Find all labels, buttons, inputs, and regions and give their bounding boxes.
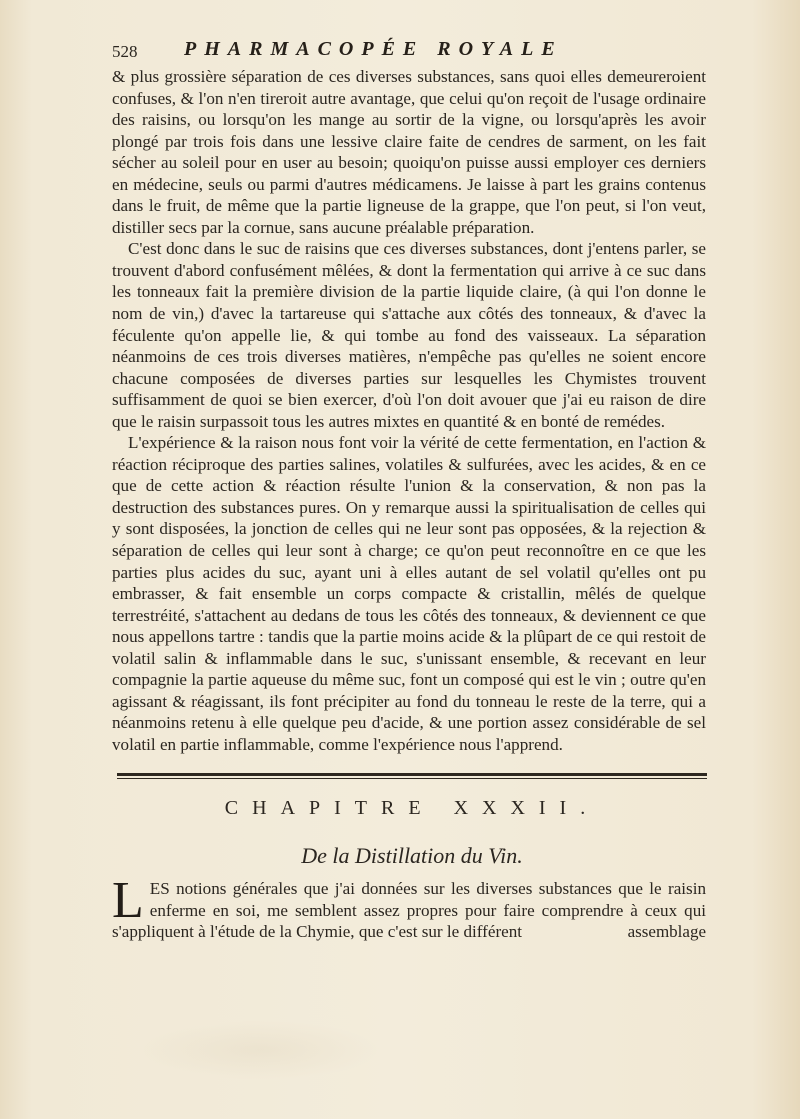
chapter-title: De la Distillation du Vin. [301, 843, 523, 868]
body-text [112, 66, 706, 756]
paragraph-1: & plus grossière séparation de ces diverses substances, sans quoi elles demeureroient confuses, & l'on n'en tireroit autre avantage, que celui qu'on reçoit de l'usage ordinaire des raisins, ou lorsqu'on les mange au sortir de la vigne, ou lorsqu'après les avoir plongé par trois fois dans une lessive claire faite de cendres de sarment, on les fait sécher au soleil pour en user au besoin; quoiqu'on puisse aussi employer ces derniers en médecine, seuls ou parmi d'autres médicamens. Je laisse à part les grains contenus dans le fruit, de même que la partie ligneuse de la grappe, que l'on peut, si l'on veut, distiller secs par la cornue, sans aucune préalable préparation. [112, 67, 706, 237]
chapter-paragraph: ES notions générales que j'ai données sur les diverses substances que le raisin enferme en soi, me semblent assez propres pour faire comprendre à ceux qui s'appliquent à l'étude de la Chymie, que c'est sur le différent [112, 879, 706, 941]
paragraph-3: L'expérience & la raison nous font voir la vérité de cette fermentation, en l'action & réaction réciproque des parties salines, volatiles & sulfurées, avec les acides, & en ce que de cette action & réaction résulte l'union & la conservation, & non pas la destruction des substances pures. On y remarque aussi la spiritualisation de celles qui y sont disposées, la jonction de celles qui ne leur sont pas opposées, & la rejection & séparation de celles qui leur sont à charge; ce qu'on peut reconnoître en ce que les parties plus acides du suc, ayant uni à elles autant de sel volatil qu'elles ont pu embrasser, & fait ensemble un corps compacte & cristallin, mêlés de quelque terrestréité, s'attachent au dedans de tous les côtés des tonneaux, & deviennent ce que nous appellons tartre : tandis que la partie moins acide & la plûpart de ce qui restoit de volatil salin & inflammable dans le suc, s'unissant ensemble, & recevant en leur compagnie la partie aqueuse du même suc, font un composé qui est le vin ; outre qu'en agissant & réagissant, ils font précipiter au fond du tonneau le reste de la terre, qui a néanmoins retenu à elle quelque peu d'acide, & une portion assez considérable de sel volatil en partie inflammable, comme l'expérience nous l'apprend. [112, 433, 706, 754]
chapter-opening [112, 872, 706, 943]
chapter-heading: CHAPITRE XXXII. [224, 797, 600, 819]
page-header [112, 38, 712, 64]
section-divider [117, 773, 707, 779]
paragraph-2: C'est donc dans le suc de raisins que ces diverses substances, dont j'entens parler, se trouvent d'abord confusément mêlées, & dont la fermentation qui arrive à ce suc dans les tonneaux fait la première division de la partie liquide claire, (à qui l'on donne le nom de vin,) d'avec la tartareuse qui s'attache aux côtés des tonneaux, & d'avec la féculente qu'on appelle lie, & qui tombe au fond des vaisseaux. La séparation néanmoins de ces trois diverses matières, n'empêche pas qu'elles ne soient encore chacune composées de diverses parties sur lesquelles les Chymistes trouvent suffisamment de quoi se bien exercer, d'où l'on doit avouer que j'ai eu raison de dire que le raisin surpassoit tous les autres mixtes en quantité & en bonté de remédes. [112, 239, 706, 431]
catchword: assemblage [627, 922, 706, 941]
page-number: 528 [112, 42, 138, 61]
paper-stain [140, 1020, 380, 1080]
running-title: PHARMACOPÉE ROYALE [184, 38, 563, 60]
drop-cap: L [112, 872, 144, 929]
